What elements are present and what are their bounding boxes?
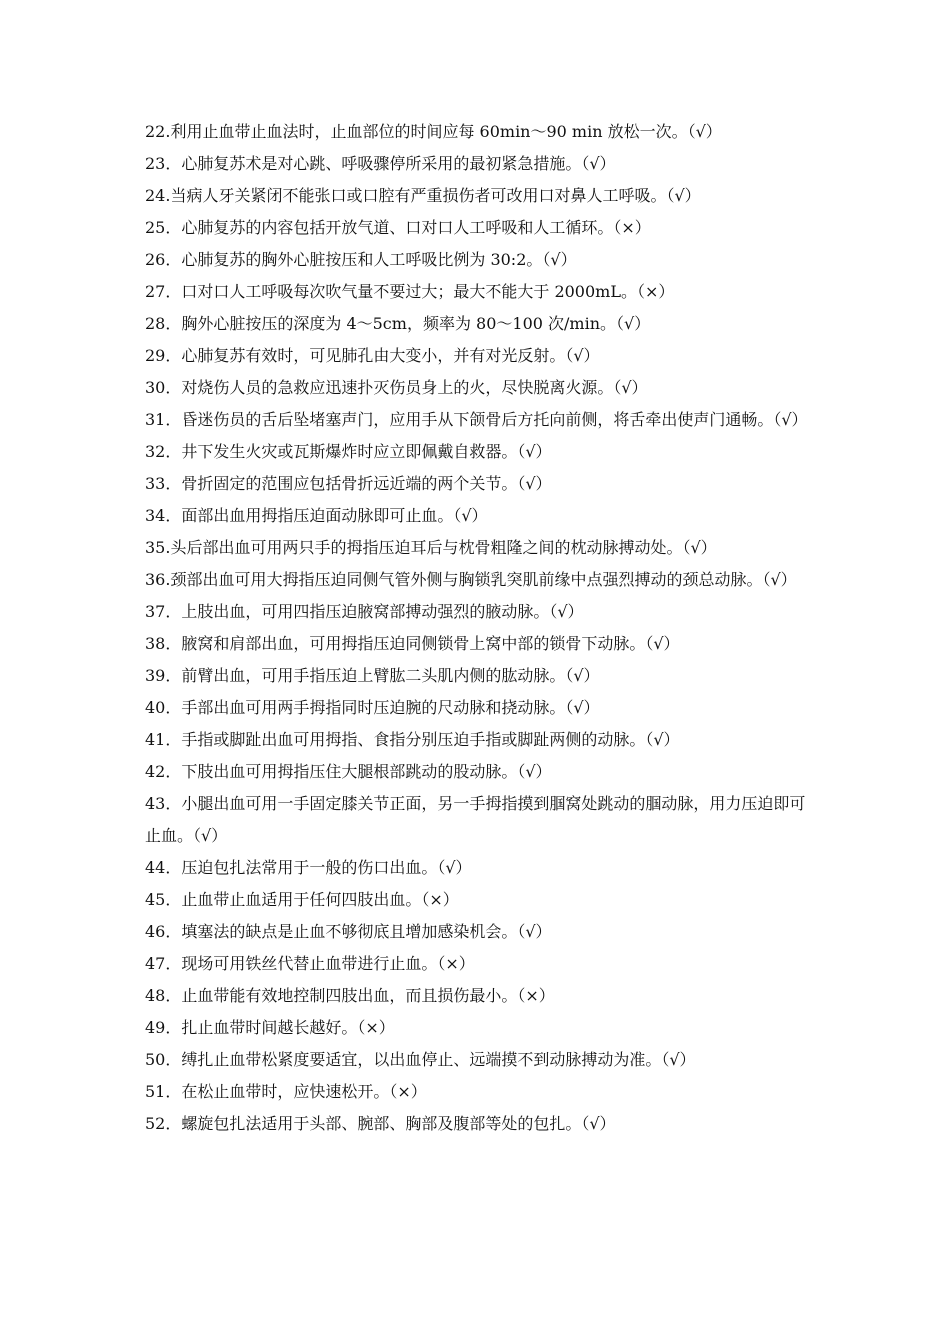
list-item: 23．心肺复苏术是对心跳、呼吸骤停所采用的最初紧急措施。（√） bbox=[145, 154, 616, 173]
list-item: 25．心肺复苏的内容包括开放气道、口对口人工呼吸和人工循环。（×） bbox=[145, 218, 651, 237]
list-item: 26．心肺复苏的胸外心脏按压和人工呼吸比例为 30:2。（√） bbox=[145, 250, 577, 269]
list-item: 22.利用止血带止血法时，止血部位的时间应每 60min～90 min 放松一次。（√） bbox=[145, 122, 722, 141]
list-item: 40．手部出血可用两手拇指同时压迫腕的尺动脉和挠动脉。（√） bbox=[145, 698, 600, 717]
list-item: 31．昏迷伤员的舌后坠堵塞声门，应用手从下颌骨后方托向前侧，将舌牵出使声门通畅。（√） bbox=[145, 410, 808, 429]
list-item: 52．螺旋包扎法适用于头部、腕部、胸部及腹部等处的包扎。（√） bbox=[145, 1114, 616, 1133]
list-item: 37．上肢出血，可用四指压迫腋窝部搏动强烈的腋动脉。（√） bbox=[145, 602, 584, 621]
list-item: 30．对烧伤人员的急救应迅速扑灭伤员身上的火，尽快脱离火源。（√） bbox=[145, 378, 648, 397]
list-item: 24.当病人牙关紧闭不能张口或口腔有严重损伤者可改用口对鼻人工呼吸。（√） bbox=[145, 186, 701, 205]
list-item: 33．骨折固定的范围应包括骨折远近端的两个关节。（√） bbox=[145, 474, 552, 493]
list-item: 35.头后部出血可用两只手的拇指压迫耳后与枕骨粗隆之间的枕动脉搏动处。（√） bbox=[145, 538, 717, 557]
list-item: 51．在松止血带时，应快速松开。（×） bbox=[145, 1082, 427, 1101]
list-item: 36.颈部出血可用大拇指压迫同侧气管外侧与胸锁乳突肌前缘中点强烈搏动的颈总动脉。（√） bbox=[145, 570, 797, 589]
list-item: 32．井下发生火灾或瓦斯爆炸时应立即佩戴自救器。（√） bbox=[145, 442, 552, 461]
list-item: 38．腋窝和肩部出血，可用拇指压迫同侧锁骨上窝中部的锁骨下动脉。（√） bbox=[145, 634, 680, 653]
list-item: 39．前臂出血，可用手指压迫上臂肱二头肌内侧的肱动脉。（√） bbox=[145, 666, 600, 685]
list-item: 48．止血带能有效地控制四肢出血，而且损伤最小。（×） bbox=[145, 986, 555, 1005]
list-item: 45．止血带止血适用于任何四肢出血。（×） bbox=[145, 890, 459, 909]
document-body bbox=[145, 116, 815, 1140]
list-item: 29．心肺复苏有效时，可见肺孔由大变小，并有对光反射。（√） bbox=[145, 346, 600, 365]
list-item: 28．胸外心脏按压的深度为 4～5cm，频率为 80～100 次/min。（√） bbox=[145, 314, 651, 333]
list-item: 42．下肢出血可用拇指压住大腿根部跳动的股动脉。（√） bbox=[145, 762, 552, 781]
list-item: 44．压迫包扎法常用于一般的伤口出血。（√） bbox=[145, 858, 472, 877]
list-item: 34．面部出血用拇指压迫面动脉即可止血。（√） bbox=[145, 506, 488, 525]
list-item: 27．口对口人工呼吸每次吹气量不要过大；最大不能大于 2000mL。（×） bbox=[145, 282, 675, 301]
list-item: 41．手指或脚趾出血可用拇指、食指分别压迫手指或脚趾两侧的动脉。（√） bbox=[145, 730, 680, 749]
list-item: 50．缚扎止血带松紧度要适宜，以出血停止、远端摸不到动脉搏动为准。（√） bbox=[145, 1050, 696, 1069]
list-item: 47．现场可用铁丝代替止血带进行止血。（×） bbox=[145, 954, 475, 973]
list-item: 46．填塞法的缺点是止血不够彻底且增加感染机会。（√） bbox=[145, 922, 552, 941]
list-item: 43．小腿出血可用一手固定膝关节正面，另一手拇指摸到腘窝处跳动的腘动脉，用力压迫即可止血。（√） bbox=[145, 794, 806, 845]
list-item: 49．扎止血带时间越长越好。（×） bbox=[145, 1018, 395, 1037]
